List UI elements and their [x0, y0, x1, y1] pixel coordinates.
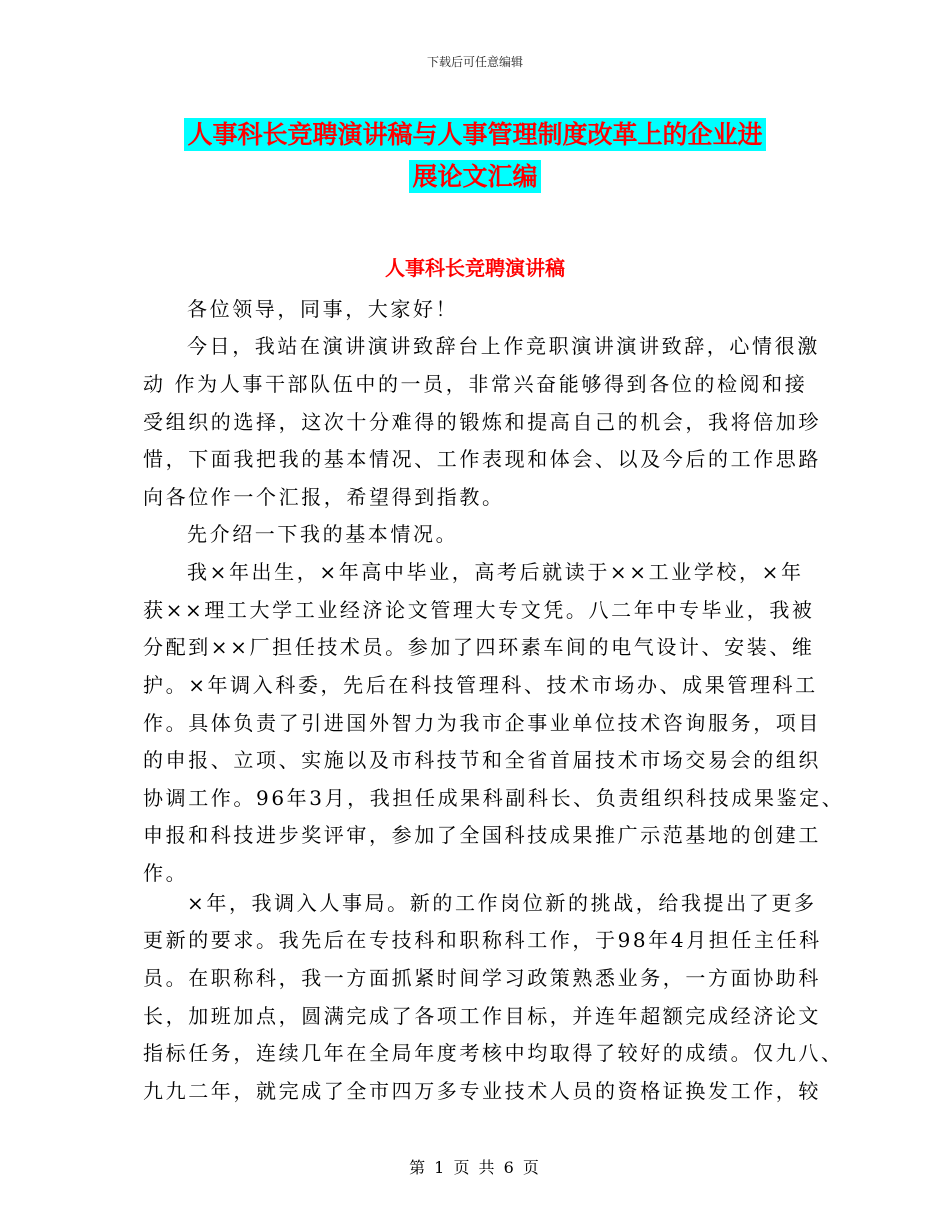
- body-line: 作。具体负责了引进国外智力为我市企事业单位技术咨询服务，项目: [143, 711, 821, 735]
- document-title-line-1: 人事科长竞聘演讲稿与人事管理制度改革上的企业进: [0, 115, 950, 151]
- body-line: 指标任务，连续几年在全局年度考核中均取得了较好的成绩。仅九八、: [143, 1041, 844, 1065]
- body-line: 员。在职称科，我一方面抓紧时间学习政策熟悉业务，一方面协助科: [143, 966, 821, 990]
- body-line: 动 作为人事干部队伍中的一员，非常兴奋能够得到各位的检阅和接: [143, 372, 808, 396]
- body-line: 向各位作一个汇报，希望得到指教。: [143, 485, 505, 509]
- body-line: 分配到××厂担任技术员。参加了四环素车间的电气设计、安装、维: [143, 635, 815, 659]
- body-line: 更新的要求。我先后在专技科和职称科工作，于98年4月担任主任科: [143, 928, 822, 952]
- body-line: 长，加班加点，圆满完成了各项工作目标，并连年超额完成经济论文: [143, 1004, 821, 1028]
- body-line: 护。×年调入科委，先后在科技管理科、技术市场办、成果管理科工: [143, 673, 818, 697]
- document-title-line-2: 展论文汇编: [0, 157, 950, 193]
- section-title: 人事科长竞聘演讲稿: [385, 256, 565, 280]
- body-line: ×年，我调入人事局。新的工作岗位新的挑战，给我提出了更多: [187, 891, 817, 915]
- body-line: 惜，下面我把我的基本情况、工作表现和体会、以及今后的工作思路: [143, 447, 821, 471]
- page-footer: 第 1 页 共 6 页: [409, 1158, 541, 1177]
- header-note: 下载后可任意编辑: [426, 55, 523, 69]
- body-line: 九九二年，就完成了全市四万多专业技术人员的资格证换发工作，较: [143, 1079, 821, 1103]
- body-line: 受组织的选择，这次十分难得的锻炼和提高自己的机会，我将倍加珍: [143, 410, 821, 434]
- body-line: 作。: [143, 861, 189, 885]
- body-line: 各位领导，同事，大家好！: [187, 297, 459, 321]
- body-line: 我×年出生，×年高中毕业，高考后就读于××工业学校，×年: [187, 560, 804, 584]
- body-line: 的申报、立项、实施以及市科技节和全省首届技术市场交易会的组织: [143, 748, 821, 772]
- body-line: 协调工作。96年3月，我担任成果科副科长、负责组织科技成果鉴定、: [143, 786, 845, 810]
- body-line: 申报和科技进步奖评审，参加了全国科技成果推广示范基地的创建工: [143, 823, 821, 847]
- body-line: 获××理工大学工业经济论文管理大专文凭。八二年中专毕业，我被: [143, 598, 815, 622]
- body-line: 先介绍一下我的基本情况。: [187, 522, 459, 546]
- body-line: 今日，我站在演讲演讲致辞台上作竞职演讲演讲致辞，心情很激: [187, 334, 820, 358]
